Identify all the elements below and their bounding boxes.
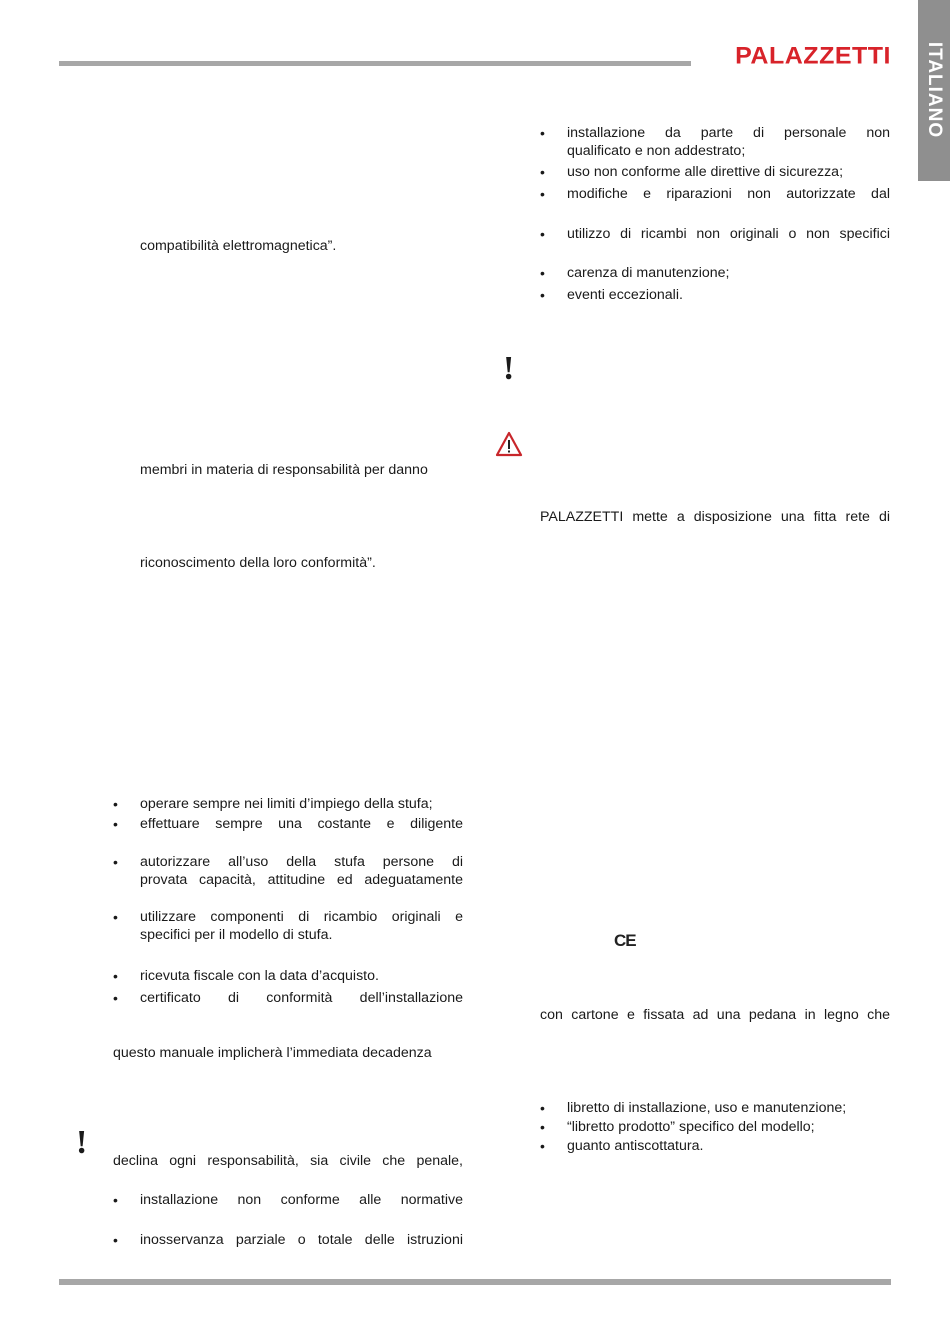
list-item: “libretto prodotto” specifico del modello; (567, 1119, 815, 1135)
text-line-liability: membri in materia di responsabilità per danno (140, 462, 428, 478)
list-item: autorizzare all’uso della stufa persone di (140, 854, 463, 870)
bullet-icon: • (113, 796, 118, 812)
bullet-icon: • (540, 1138, 545, 1154)
language-tab (918, 0, 950, 181)
text-line-conformity: riconoscimento della loro conformità”. (140, 555, 376, 571)
bullet-icon: • (113, 1192, 118, 1208)
bullet-icon: • (540, 287, 545, 303)
list-item: ricevuta fiscale con la data d’acquisto. (140, 968, 379, 984)
list-item: guanto antiscottatura. (567, 1138, 704, 1154)
list-item: operare sempre nei limiti d’impiego della stufa; (140, 796, 433, 812)
language-tab-label: ITALIANO (924, 41, 945, 139)
list-item: certificato di conformità dell’installazione (140, 990, 463, 1006)
bullet-icon: • (113, 968, 118, 984)
bullet-icon: • (540, 164, 545, 180)
footer-rule (59, 1279, 891, 1285)
bullet-icon: • (540, 226, 545, 242)
text-line-compatibility: compatibilità elettromagnetica”. (140, 238, 337, 254)
exclamation-icon: ! (503, 350, 515, 387)
list-item: libretto di installazione, uso e manutenzione; (567, 1100, 847, 1116)
ce-mark-icon: CE (614, 931, 636, 950)
list-item: utilizzare componenti di ricambio originali e (140, 909, 463, 925)
list-item: installazione non conforme alle normative (140, 1192, 463, 1208)
text-line-manual: questo manuale implicherà l’immediata decadenza (113, 1045, 432, 1061)
bullet-icon: • (113, 1232, 118, 1248)
list-item-continuation: specifici per il modello di stufa. (140, 927, 333, 943)
header-rule (59, 61, 691, 66)
text-line-packaging: con cartone e fissata ad una pedana in legno che (540, 1007, 890, 1023)
list-item: carenza di manutenzione; (567, 265, 730, 281)
list-item: effettuare sempre una costante e diligente (140, 816, 463, 832)
bullet-icon: • (540, 186, 545, 202)
bullet-icon: • (113, 990, 118, 1006)
list-item: inosservanza parziale o totale delle istruzioni (140, 1232, 463, 1248)
text-line-disclaimer: declina ogni responsabilità, sia civile che penale, (113, 1153, 463, 1169)
bullet-icon: • (540, 1119, 545, 1135)
brand-logo: PALAZZETTI (735, 42, 891, 70)
list-item: uso non conforme alle direttive di sicurezza; (567, 164, 844, 180)
list-item: installazione da parte di personale non (567, 125, 890, 141)
bullet-icon: • (540, 1100, 545, 1116)
list-item: utilizzo di ricambi non originali o non specifici (567, 226, 890, 242)
exclamation-icon: ! (76, 1124, 88, 1161)
list-item: eventi eccezionali. (567, 287, 683, 303)
bullet-icon: • (113, 854, 118, 870)
text-line-service-network: PALAZZETTI mette a disposizione una fitta rete di (540, 509, 890, 525)
list-item-continuation: provata capacità, attitudine ed adeguatamente (140, 872, 463, 888)
bullet-icon: • (113, 909, 118, 925)
bullet-icon: • (113, 816, 118, 832)
warning-triangle-icon (495, 431, 523, 457)
list-item-continuation: qualificato e non addestrato; (567, 143, 746, 159)
bullet-icon: • (540, 265, 545, 281)
bullet-icon: • (540, 125, 545, 141)
list-item: modifiche e riparazioni non autorizzate dal (567, 186, 890, 202)
